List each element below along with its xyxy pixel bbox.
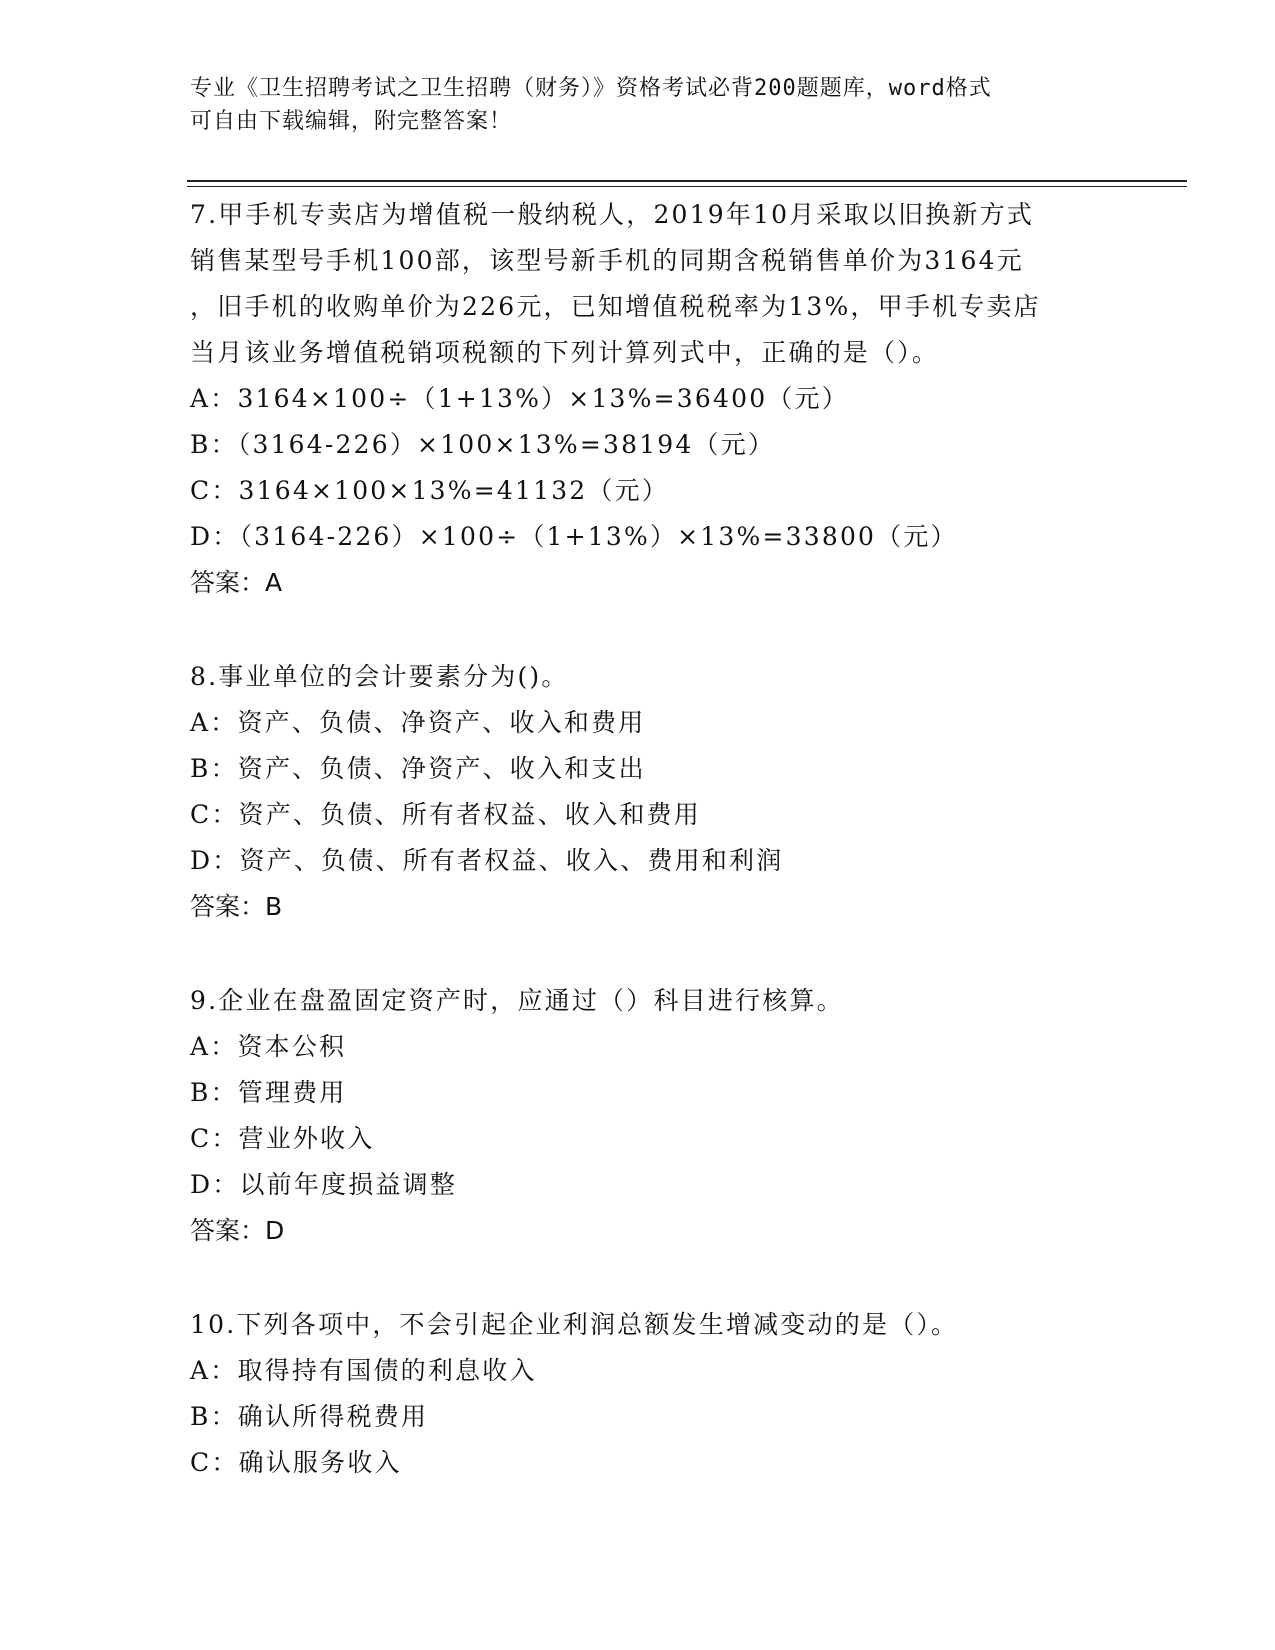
question-stem-line: ，旧手机的收购单价为226元，已知增值税税率为13%，甲手机专卖店 bbox=[190, 292, 1041, 321]
answer-option: A：3164×100÷（1+13%）×13%=36400（元） bbox=[190, 384, 849, 413]
question-block bbox=[190, 978, 1090, 1254]
answer-option: A：取得持有国债的利息收入 bbox=[190, 1356, 537, 1385]
question-stem-line: 销售某型号手机100部，该型号新手机的同期含税销售单价为3164元 bbox=[190, 246, 1024, 275]
question-block bbox=[190, 1302, 1090, 1486]
answer-option: C：营业外收入 bbox=[190, 1124, 375, 1153]
answer-key: 答案：B bbox=[190, 892, 283, 921]
header-rule-top bbox=[187, 180, 1187, 182]
question-list bbox=[190, 192, 1090, 1534]
answer-option: C：资产、负债、所有者权益、收入和费用 bbox=[190, 800, 701, 829]
answer-key: 答案：A bbox=[190, 568, 283, 597]
answer-option: C：3164×100×13%=41132（元） bbox=[190, 476, 670, 505]
question-block bbox=[190, 192, 1090, 606]
answer-option: A：资产、负债、净资产、收入和费用 bbox=[190, 708, 646, 737]
answer-option: B：确认所得税费用 bbox=[190, 1402, 429, 1431]
answer-option: B：（3164-226）×100×13%=38194（元） bbox=[190, 430, 776, 459]
question-stem-line: 当月该业务增值税销项税额的下列计算列式中，正确的是（）。 bbox=[190, 338, 940, 367]
answer-option: D：以前年度损益调整 bbox=[190, 1170, 458, 1199]
answer-option: D：资产、负债、所有者权益、收入、费用和利润 bbox=[190, 846, 784, 875]
header-line-1: 专业《卫生招聘考试之卫生招聘（财务）》资格考试必背200题题库，word格式 bbox=[190, 76, 992, 101]
header-rule-bottom bbox=[187, 186, 1187, 187]
answer-option: B：管理费用 bbox=[190, 1078, 347, 1107]
header-line-2: 可自由下载编辑，附完整答案！ bbox=[190, 109, 513, 134]
question-stem-line: 7.甲手机专卖店为增值税一般纳税人，2019年10月采取以旧换新方式 bbox=[190, 200, 1035, 229]
document-header bbox=[190, 72, 1090, 138]
answer-option: B：资产、负债、净资产、收入和支出 bbox=[190, 754, 646, 783]
answer-option: C：确认服务收入 bbox=[190, 1448, 402, 1477]
answer-key: 答案：D bbox=[190, 1216, 285, 1245]
answer-option: D：（3164-226）×100÷（1+13%）×13%=33800（元） bbox=[190, 522, 958, 551]
question-stem-line: 8.事业单位的会计要素分为()。 bbox=[190, 662, 569, 691]
question-stem-line: 10.下列各项中，不会引起企业利润总额发生增减变动的是（）。 bbox=[190, 1310, 959, 1339]
question-block bbox=[190, 654, 1090, 930]
answer-option: A：资本公积 bbox=[190, 1032, 347, 1061]
question-stem-line: 9.企业在盘盈固定资产时，应通过（）科目进行核算。 bbox=[190, 986, 844, 1015]
